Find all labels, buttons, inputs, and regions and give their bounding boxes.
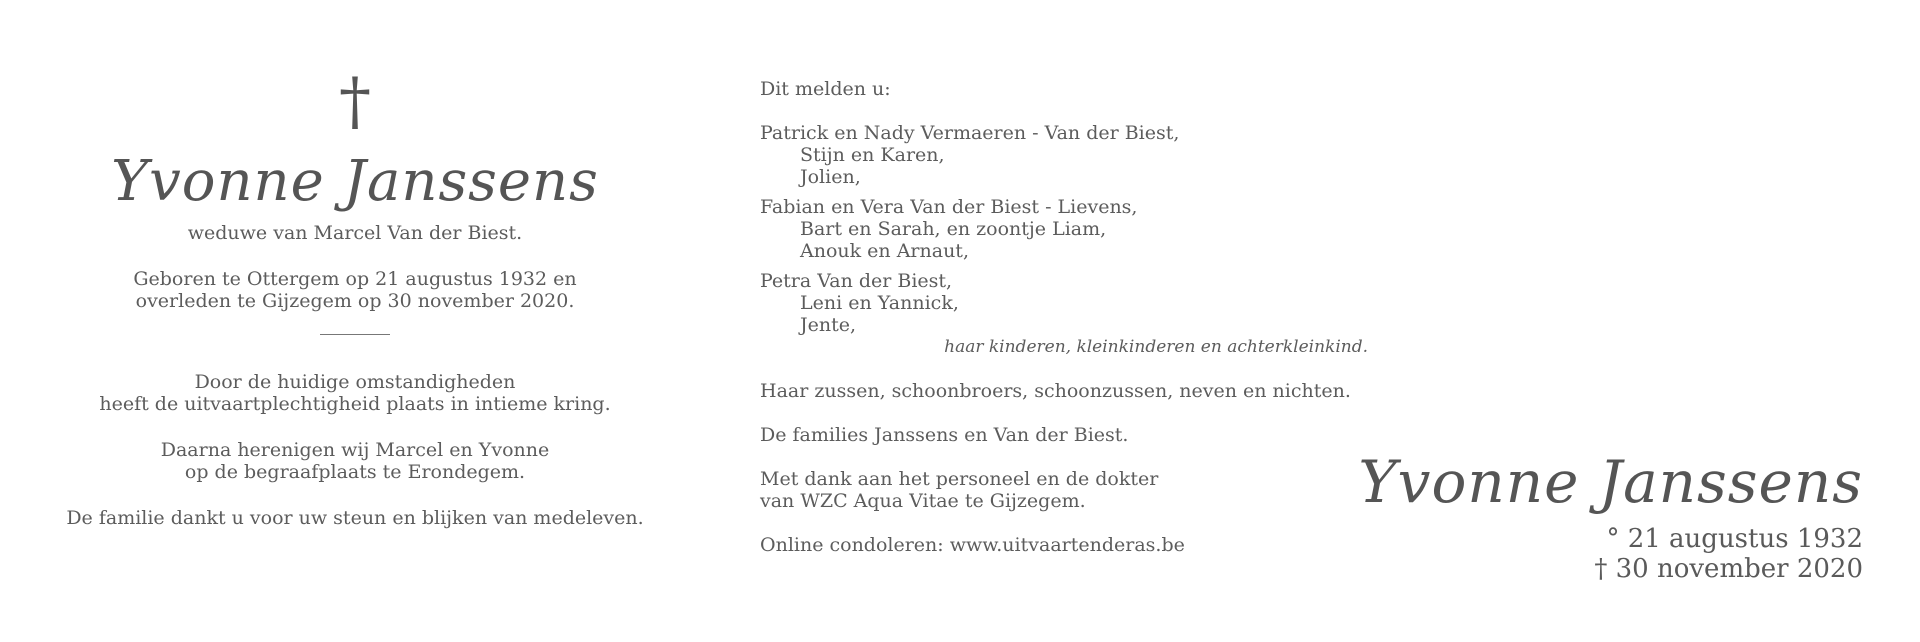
death-date: † 30 november 2020: [1594, 554, 1863, 584]
reunite-line-2: op de begraafplaats te Erondegem.: [184, 461, 526, 483]
staff-thanks-line-1: Met dank aan het personeel en de dokter: [760, 468, 1159, 490]
families-line: De families Janssens en Van der Biest.: [760, 424, 1129, 446]
left-column: [60, 65, 650, 529]
born-line: Geboren te Ottergem op 21 augustus 1932 en: [133, 268, 577, 290]
staff-thanks-line-2: van WZC Aqua Vitae te Gijzegem.: [760, 490, 1086, 512]
online-condolences-line: Online condoleren: www.uitvaartenderas.be: [760, 534, 1185, 556]
middle-column: [760, 78, 1380, 556]
family-2-sub-1: Bart en Sarah, en zoontje Liam,: [800, 218, 1107, 240]
family-3-sub-2: Jente,: [800, 314, 857, 336]
circumstances-line-2: heeft de uitvaartplechtigheid plaats in intieme kring.: [99, 393, 611, 415]
died-line: overleden te Gijzegem op 30 november 2020.: [135, 290, 575, 312]
family-1-head: Patrick en Nady Vermaeren - Van der Biest,: [760, 122, 1180, 144]
family-3-head: Petra Van der Biest,: [760, 270, 953, 292]
family-2-head: Fabian en Vera Van der Biest - Lievens,: [760, 196, 1138, 218]
siblings-line: Haar zussen, schoonbroers, schoonzussen, neven en nichten.: [760, 380, 1351, 402]
family-1-sub-1: Stijn en Karen,: [800, 144, 945, 166]
right-column: [1343, 450, 1863, 584]
divider-line: [320, 334, 390, 335]
deceased-name: Yvonne Janssens: [111, 149, 599, 214]
reunite-line-1: Daarna herenigen wij Marcel en Yvonne: [160, 439, 550, 461]
cross-icon: †: [339, 65, 371, 139]
cover-name: Yvonne Janssens: [1358, 448, 1863, 516]
widow-line: weduwe van Marcel Van der Biest.: [187, 222, 523, 244]
thanks-line: De familie dankt u voor uw steun en blijken van medeleven.: [66, 507, 644, 529]
birth-date: ° 21 augustus 1932: [1606, 524, 1863, 554]
family-3-sub-1: Leni en Yannick,: [800, 292, 959, 314]
circumstances-line-1: Door de huidige omstandigheden: [194, 371, 516, 393]
family-1-sub-2: Jolien,: [800, 166, 861, 188]
family-2-sub-2: Anouk en Arnaut,: [800, 240, 969, 262]
signature-line: haar kinderen, kleinkinderen en achterkleinkind.: [944, 337, 1368, 357]
intro-line: Dit melden u:: [760, 78, 891, 100]
